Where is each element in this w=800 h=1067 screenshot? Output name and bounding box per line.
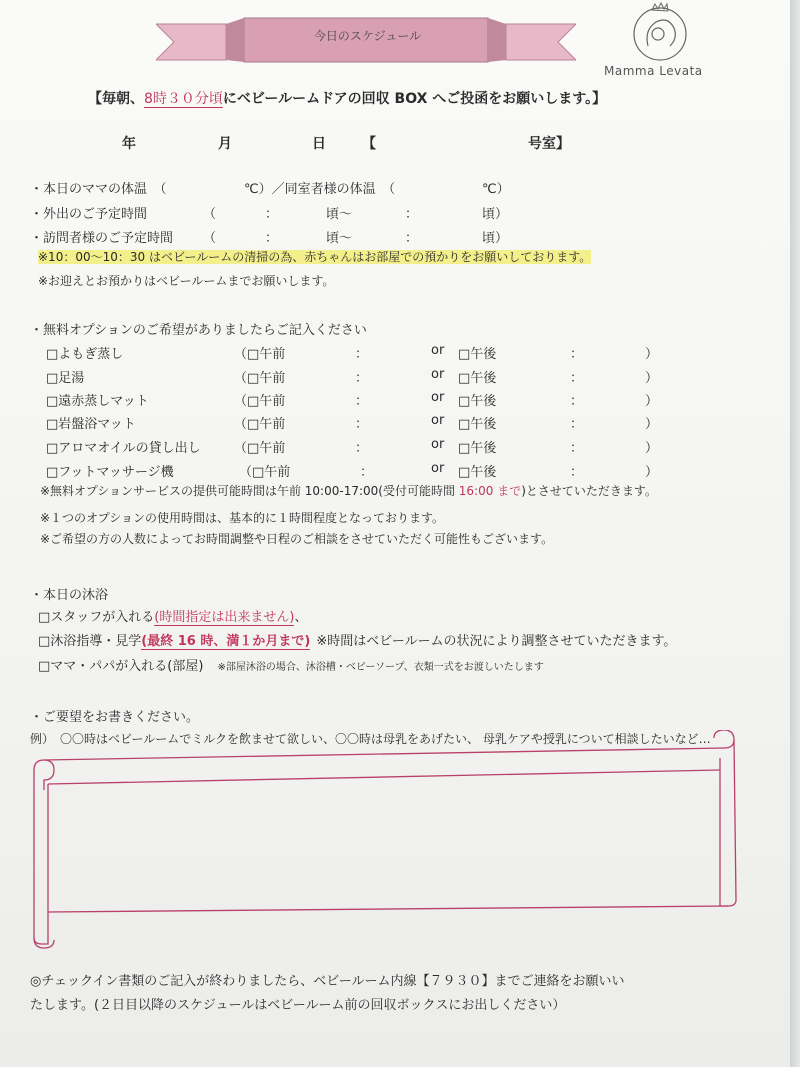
option-close-paren: ）	[645, 441, 659, 456]
cleaning-note: ※10：00〜10：30 はベビールームの清掃の為、赤ちゃんはお部屋での預かりをお願いしております。	[38, 250, 592, 264]
option-pm-checkbox[interactable]: □午後	[458, 417, 497, 432]
bath-heading: ・本日の沐浴	[30, 588, 109, 603]
option-or: or	[431, 437, 445, 452]
room-bracket-open: 【	[362, 136, 376, 152]
option-am-checkbox[interactable]: （□午前	[234, 347, 286, 362]
option-am-checkbox[interactable]: （□午前	[234, 417, 286, 432]
mother-baby-logo-icon	[628, 0, 692, 64]
option-close-paren: ）	[645, 465, 659, 480]
option-item-label[interactable]: □足湯	[46, 371, 85, 386]
options-note-hours: ※無料オプションサービスの提供可能時間は午前 10:00-17:00(受付可能時間 16:00 まで)とさせていただきます。	[40, 484, 657, 498]
option-am-checkbox[interactable]: （□午前	[234, 394, 286, 409]
option-item-label[interactable]: □岩盤浴マット	[46, 417, 136, 432]
option-or: or	[431, 367, 445, 382]
option-am-checkbox[interactable]: （□午前	[239, 465, 291, 480]
option-pm-checkbox[interactable]: □午後	[458, 347, 497, 362]
outing-paren: （	[203, 207, 217, 222]
outing-time-label: ・外出のご予定時間	[30, 207, 148, 222]
visitor-paren: （	[203, 231, 217, 246]
pickup-note: ※お迎えとお預かりはベビールームまでお願いします。	[38, 274, 335, 288]
visitor-colon-2: ：	[405, 231, 419, 246]
option-am-colon: ：	[355, 347, 369, 362]
room-number-label: 号室】	[528, 136, 570, 152]
collection-notice	[88, 88, 606, 108]
options-note-duration: ※１つのオプションの使用時間は、基本的に１時間程度となっております。	[40, 511, 445, 525]
request-scroll-box[interactable]	[24, 730, 740, 950]
option-pm-colon: ：	[570, 347, 584, 362]
request-example: 例） 〇〇時はベビールームでミルクを飲ませて欲しい、〇〇時は母乳をあげたい、 母乳ケアや授乳について相談したいなど…	[30, 732, 711, 746]
option-am-colon: ：	[355, 441, 369, 456]
option-pm-colon: ：	[570, 394, 584, 409]
paper-edge	[790, 0, 800, 1067]
option-item-label[interactable]: □フットマッサージ機	[46, 465, 174, 480]
option-close-paren: ）	[645, 347, 659, 362]
options-note-adjust: ※ご希望の方の人数によってお時間調整や日程のご相談をさせていただく可能性もございます。	[40, 532, 554, 546]
mama-temperature-label: ・本日のママの体温 （	[30, 182, 167, 197]
option-pm-checkbox[interactable]: □午後	[458, 371, 497, 386]
option-item-label[interactable]: □アロマオイルの貸し出し	[46, 441, 201, 456]
visitor-approx-from: 頃〜	[326, 231, 353, 246]
option-or: or	[431, 343, 445, 358]
roommate-temperature-label: ℃）／同室者様の体温 （	[244, 182, 396, 197]
date-year-label: 年	[122, 136, 136, 152]
outing-colon-2: ：	[405, 207, 419, 222]
outing-approx-to: 頃）	[482, 207, 509, 222]
option-am-checkbox[interactable]: （□午前	[234, 371, 286, 386]
bath-option-staff[interactable]: □スタッフが入れる(時間指定は出来ません)、	[38, 610, 308, 625]
notice-prefix: 【毎朝、	[88, 91, 144, 107]
footer-line-2: たします。(２日目以降のスケジュールはベビールーム前の回収ボックスにお出しください）	[30, 998, 566, 1013]
visitor-colon-1: ：	[265, 231, 279, 246]
option-am-checkbox[interactable]: （□午前	[234, 441, 286, 456]
outing-approx-from: 頃〜	[326, 207, 353, 222]
option-or: or	[431, 461, 445, 476]
option-pm-colon: ：	[570, 371, 584, 386]
option-or: or	[431, 390, 445, 405]
option-pm-checkbox[interactable]: □午後	[458, 465, 497, 480]
bath-option-guidance[interactable]: □沐浴指導・見学(最終 16 時、満１か月まで) ※時間はベビールームの状況により調整させていただきます。	[38, 634, 677, 649]
option-close-paren: ）	[645, 394, 659, 409]
option-item-label[interactable]: □遠赤蒸しマット	[46, 394, 149, 409]
option-am-colon: ：	[355, 371, 369, 386]
option-am-colon: ：	[355, 394, 369, 409]
option-pm-colon: ：	[570, 417, 584, 432]
notice-suffix: にベビールームドアの回収 BOX へご投函をお願いします。】	[222, 91, 607, 107]
brand-name: Mamma Levata	[604, 64, 703, 78]
temperature-unit: ℃）	[482, 182, 510, 197]
page-title: 今日のスケジュール	[313, 29, 422, 43]
footer-line-1: ◎チェックイン書類のご記入が終わりましたら、ベビールーム内線【７９３０】までご連絡をお願いい	[30, 974, 625, 989]
request-heading: ・ご要望をお書きください。	[30, 710, 200, 725]
option-pm-checkbox[interactable]: □午後	[458, 441, 497, 456]
date-month-label: 月	[218, 136, 232, 152]
visitor-time-label: ・訪問者様のご予定時間	[30, 231, 174, 246]
option-close-paren: ）	[645, 417, 659, 432]
option-or: or	[431, 413, 445, 428]
date-day-label: 日	[312, 136, 326, 152]
options-heading: ・無料オプションのご希望がありましたらご記入ください	[30, 323, 367, 338]
option-item-label[interactable]: □よもぎ蒸し	[46, 347, 124, 362]
option-am-colon: ：	[355, 417, 369, 432]
bath-option-parent[interactable]: □ママ・パパが入れる(部屋) ※部屋沐浴の場合、沐浴槽・ベビーソープ、衣類一式をお渡しいたします	[38, 659, 544, 674]
option-pm-colon: ：	[570, 465, 584, 480]
option-pm-checkbox[interactable]: □午後	[458, 394, 497, 409]
outing-colon-1: ：	[265, 207, 279, 222]
option-pm-colon: ：	[570, 441, 584, 456]
notice-time: 8時３０分頃	[144, 91, 223, 107]
visitor-approx-to: 頃）	[482, 231, 509, 246]
option-close-paren: ）	[645, 371, 659, 386]
option-am-colon: ：	[360, 465, 374, 480]
